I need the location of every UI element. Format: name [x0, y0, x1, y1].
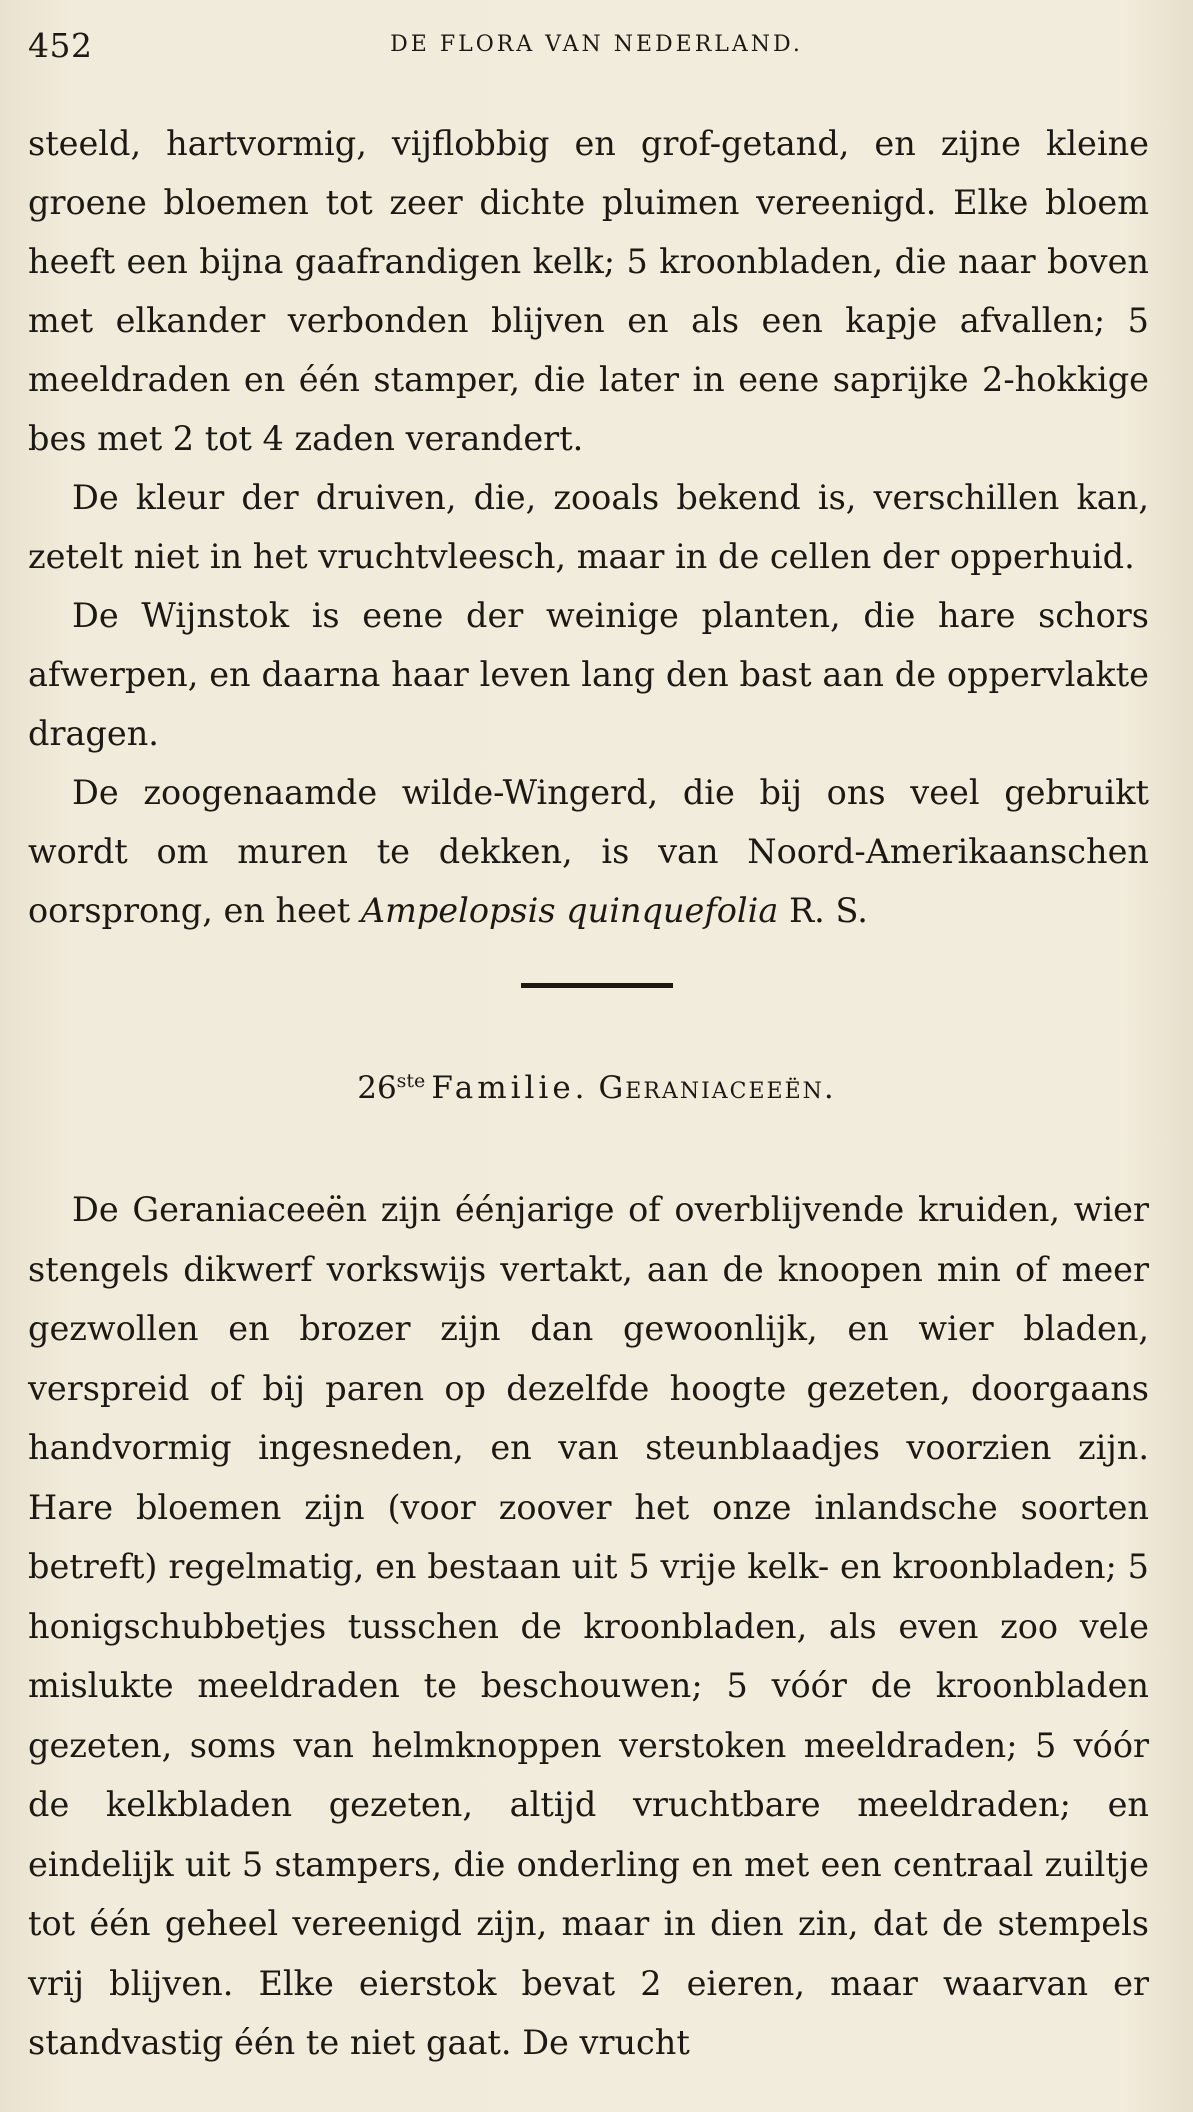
page-number: 452 [28, 26, 93, 65]
running-title: DE FLORA VAN NEDERLAND. [390, 32, 803, 57]
paragraph-geraniaceae: De Geraniaceeën zijn éénjarige of overblijvende kruiden, wier stengels dikwerf vorkswijs vertakt, aan de knoopen min of meer gezwollen en brozer zijn dan gewoonlijk, en wier bladen, verspreid of bij paren op dezelfde hoogte gezeten, doorgaans handvormig ingesneden, en van steunblaadjes voorzien zijn. Hare bloemen zijn (voor zoover het onze inlandsche soorten betreft) regelmatig, en bestaan uit 5 vrije kelk- en kroonbladen; 5 honigschubbetjes tusschen de kroonbladen, als even zoo vele mislukte meeldraden te beschouwen; 5 vóór de kroonbladen gezeten, soms van helmknoppen verstoken meeldraden; 5 vóór de kelkbladen gezeten, altijd vruchtbare meeldraden; en eindelijk uit 5 stampers, die onderling en met een centraal zuiltje tot één geheel vereenigd zijn, maar in dien zin, dat de stempels vrij blijven. Elke eierstok bevat 2 eieren, maar waarvan er standvastig één te niet gaat. De vrucht [28, 1190, 1149, 2062]
wild-vine-text: De zoogenaamde wilde-Wingerd, die bij ons veel gebruikt wordt om muren te dekken, is van Noord-Amerikaanschen oorsprong, en heet [28, 773, 1149, 930]
paragraph-continued: steeld, hartvormig, vijflobbig en grof-getand, en zijne kleine groene bloemen tot zeer dichte pluimen vereenigd. Elke bloem heeft een bijna gaafrandigen kelk; 5 kroonbladen, die naar boven met elkander verbonden blijven en als een kapje afvallen; 5 meeldraden en één stamper, die later in eene saprijke 2-hokkige bes met 2 tot 4 zaden verandert. [28, 124, 1149, 458]
species-name: Ampelopsis quinquefolia [360, 891, 779, 930]
page-header [28, 26, 1165, 66]
divider-rule [521, 983, 673, 988]
paragraph-wild-vine [28, 763, 1149, 940]
family-number-digits: 26 [357, 1070, 397, 1106]
family-number-suffix: ste [396, 1070, 426, 1092]
family-word: Familie. [431, 1070, 589, 1106]
paragraph-grape-colour: De kleur der druiven, die, zooals bekend is, verschillen kan, zetelt niet in het vruchtvleesch, maar in de cellen der opperhuid. [28, 478, 1149, 576]
text-block-vitaceae [28, 114, 1149, 940]
family-number [357, 1070, 425, 1106]
section-divider [0, 973, 1193, 979]
family-name: Geraniaceeën. [598, 1070, 836, 1106]
paragraph-bark: De Wijnstok is eene der weinige planten, die hare schors afwerpen, en daarna haar leven lang den bast aan de oppervlakte dragen. [28, 596, 1149, 753]
family-heading [0, 1070, 1193, 1106]
author-abbreviation: R. S. [778, 891, 868, 930]
text-block-geraniaceae [28, 1180, 1149, 2073]
